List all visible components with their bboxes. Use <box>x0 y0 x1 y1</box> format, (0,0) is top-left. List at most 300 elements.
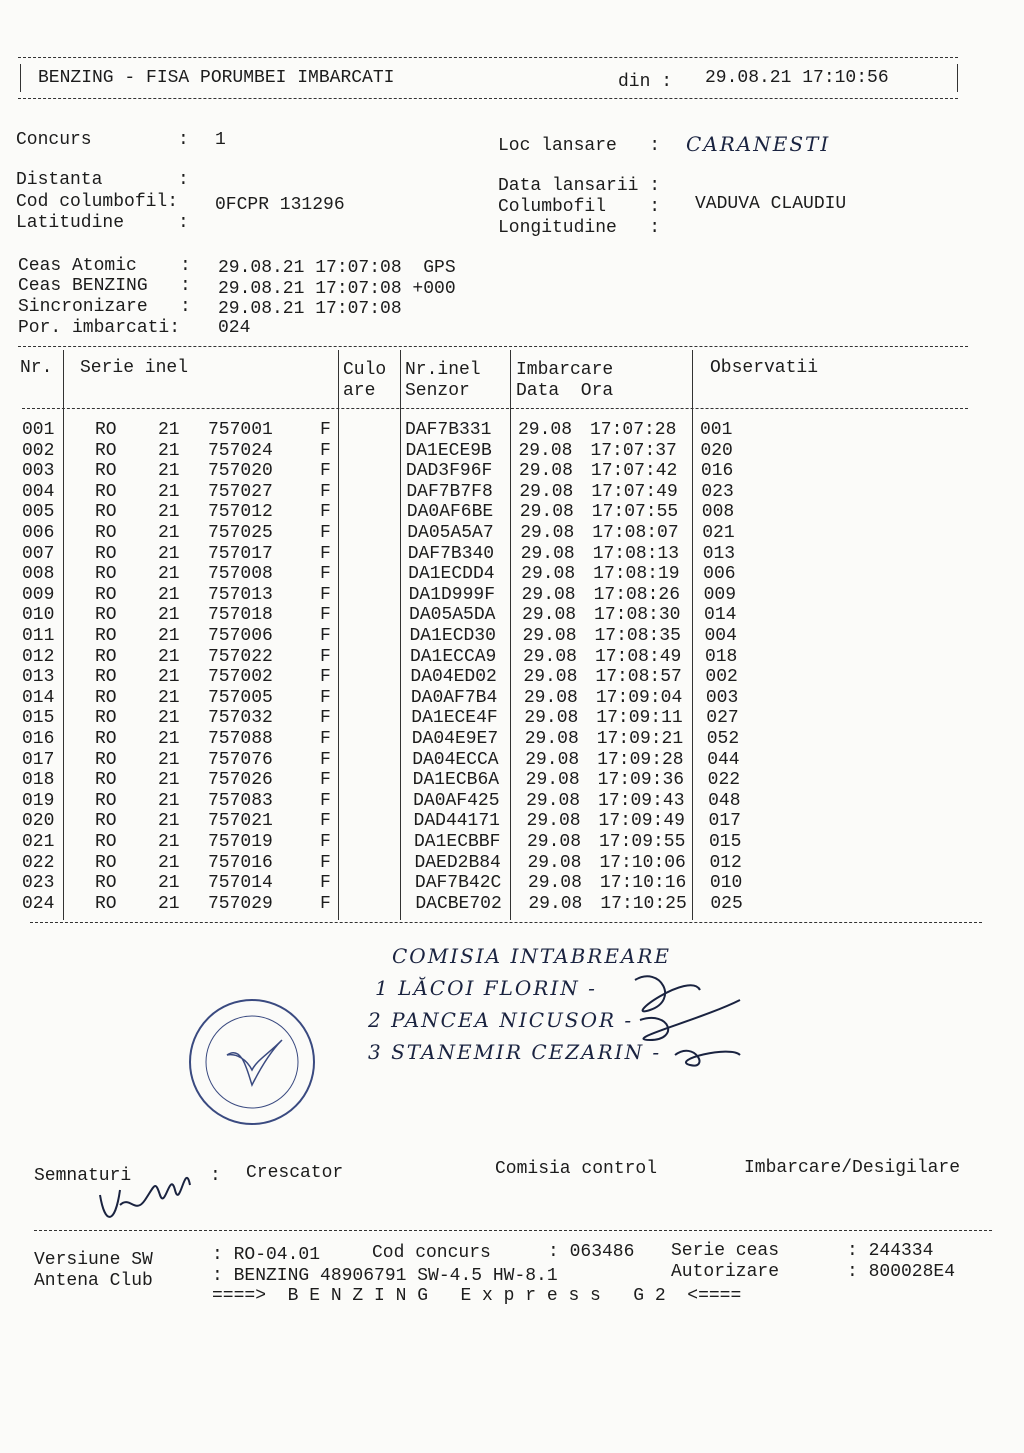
ring-serial: 757032 <box>208 708 273 729</box>
ring-serial: 757020 <box>208 461 273 482</box>
ceas-benzing-value: 29.08.21 17:07:08 +000 <box>218 279 456 299</box>
observation: 012 <box>709 852 742 873</box>
row-nr: 016 <box>22 729 55 749</box>
ring-serial: 757016 <box>208 852 273 873</box>
country: RO <box>95 481 117 502</box>
time: 17:09:55 <box>599 832 686 852</box>
ring-serial: 757022 <box>208 646 273 667</box>
year: 21 <box>158 564 180 585</box>
year: 21 <box>158 811 180 832</box>
table-row <box>0 894 1024 914</box>
date: 29.08 <box>518 461 573 482</box>
loc-value-handwritten: CARANESTI <box>686 132 831 156</box>
ring-serial: 757027 <box>208 481 273 502</box>
sensor-id: DA1ECE4F <box>411 708 498 729</box>
country: RO <box>95 852 117 873</box>
comisia-label: Comisia control <box>495 1159 658 1179</box>
date: 29.08 <box>520 523 575 543</box>
club-stamp <box>182 995 322 1130</box>
serie-ceas-value: : 244334 <box>847 1241 934 1261</box>
country: RO <box>95 461 117 482</box>
sex: F <box>320 852 331 873</box>
date: 29.08 <box>526 790 581 811</box>
country: RO <box>95 502 117 523</box>
row-nr: 022 <box>22 852 55 873</box>
sensor-id: DA05A5DA <box>409 605 496 626</box>
date: 29.08 <box>528 893 583 914</box>
time: 17:07:42 <box>590 461 678 482</box>
date: 29.08 <box>526 811 581 832</box>
row-nr: 021 <box>22 832 55 852</box>
longitudine-label: Longitudine : <box>498 218 661 238</box>
time: 17:08:13 <box>592 543 680 564</box>
country: RO <box>95 832 117 852</box>
sensor-id: DAF7B331 <box>405 420 492 440</box>
table-row <box>0 791 1024 811</box>
row-nr: 006 <box>22 523 55 543</box>
print-datetime: 29.08.21 17:10:56 <box>705 68 889 88</box>
table-row <box>0 564 1024 584</box>
ring-serial: 757012 <box>208 502 273 523</box>
divider <box>20 64 21 92</box>
table-row <box>0 523 1024 543</box>
table-row <box>0 811 1024 831</box>
table-row <box>0 750 1024 770</box>
loc-label: Loc lansare : <box>498 136 661 156</box>
country: RO <box>95 523 117 543</box>
sensor-id: DA1ECDD4 <box>408 564 495 585</box>
country: RO <box>95 687 117 708</box>
sensor-id: DACBE702 <box>415 893 502 914</box>
observation: 003 <box>705 687 739 708</box>
sex: F <box>320 790 331 811</box>
time: 17:09:36 <box>597 770 685 791</box>
col-nrinel: Nr.inel <box>405 360 481 380</box>
sensor-id: DA1D999F <box>408 584 496 605</box>
row-nr: 019 <box>22 790 55 811</box>
antena-label: Antena Club <box>34 1271 153 1291</box>
divider <box>957 64 958 92</box>
sensor-id: DA1ECD30 <box>409 626 496 646</box>
table-row <box>0 585 1024 605</box>
year: 21 <box>158 873 180 894</box>
ceas-atomic-label: Ceas Atomic : <box>18 256 191 276</box>
ring-serial: 757018 <box>208 605 273 626</box>
date: 29.08 <box>524 729 579 749</box>
cod-concurs-label: Cod concurs <box>372 1243 491 1263</box>
sex: F <box>320 564 331 585</box>
country: RO <box>95 811 117 832</box>
sensor-id: DAD44171 <box>413 811 500 832</box>
observation: 017 <box>708 811 741 832</box>
sensor-id: DA1ECB6A <box>412 770 500 791</box>
date: 29.08 <box>518 420 573 440</box>
country: RO <box>95 440 117 461</box>
date: 29.08 <box>527 852 582 873</box>
sex: F <box>320 770 331 791</box>
divider <box>34 1230 992 1231</box>
year: 21 <box>158 893 180 914</box>
sex: F <box>320 708 331 729</box>
date: 29.08 <box>522 626 577 646</box>
time: 17:09:49 <box>598 811 685 832</box>
sincronizare-value: 29.08.21 17:07:08 <box>218 299 402 319</box>
time: 17:08:57 <box>595 667 682 688</box>
sincronizare-label: Sincronizare : <box>18 297 191 317</box>
ring-serial: 757017 <box>208 543 273 564</box>
document-title: BENZING - FISA PORUMBEI IMBARCATI <box>38 68 395 88</box>
divider <box>18 57 958 58</box>
observation: 052 <box>706 729 740 749</box>
time: 17:10:06 <box>599 852 686 873</box>
sex: F <box>320 584 331 605</box>
country: RO <box>95 729 117 749</box>
imbarcare-label: Imbarcare/Desigilare <box>744 1158 961 1178</box>
row-nr: 023 <box>22 873 55 894</box>
semnaturi-label: Semnaturi <box>34 1166 132 1186</box>
date: 29.08 <box>519 481 574 502</box>
row-nr: 007 <box>22 543 55 564</box>
date: 29.08 <box>522 605 577 626</box>
col-observatii: Observatii <box>710 358 819 378</box>
sensor-id: DAF7B7F8 <box>406 481 493 502</box>
year: 21 <box>158 605 180 626</box>
date: 29.08 <box>523 667 578 688</box>
row-nr: 009 <box>22 584 55 605</box>
sex: F <box>320 811 331 832</box>
year: 21 <box>158 523 180 543</box>
observation: 048 <box>708 790 741 811</box>
time: 17:07:37 <box>590 440 677 461</box>
date: 29.08 <box>521 564 576 585</box>
country: RO <box>95 626 117 646</box>
year: 21 <box>158 687 180 708</box>
sex: F <box>320 893 331 914</box>
ring-serial: 757021 <box>208 811 273 832</box>
time: 17:09:21 <box>596 729 684 749</box>
ring-serial: 757083 <box>208 790 273 811</box>
date: 29.08 <box>521 584 576 605</box>
year: 21 <box>158 852 180 873</box>
time: 17:10:16 <box>599 873 687 894</box>
country: RO <box>95 667 117 688</box>
row-nr: 005 <box>22 502 55 523</box>
date: 29.08 <box>522 646 577 667</box>
latitudine-label: Latitudine : <box>16 213 189 233</box>
col-imbarcare: Imbarcare <box>516 360 614 380</box>
observation: 002 <box>705 667 738 688</box>
por-value: 024 <box>218 318 251 338</box>
time: 17:08:19 <box>593 564 680 585</box>
time: 17:10:25 <box>600 893 687 914</box>
ring-serial: 757014 <box>208 873 273 894</box>
row-nr: 010 <box>22 605 55 626</box>
table-row <box>0 688 1024 708</box>
breeder-signature <box>95 1150 205 1230</box>
time: 17:08:26 <box>593 584 681 605</box>
cod-value: 0FCPR 131296 <box>215 195 345 215</box>
ring-serial: 757001 <box>208 420 273 440</box>
row-nr: 014 <box>22 687 55 708</box>
date: 29.08 <box>527 873 582 894</box>
col-data-ora: Data Ora <box>516 381 614 401</box>
observation: 023 <box>701 481 734 502</box>
ring-serial: 757013 <box>208 584 273 605</box>
sex: F <box>320 687 331 708</box>
table-row <box>0 461 1024 481</box>
year: 21 <box>158 626 180 646</box>
autorizare-label: Autorizare <box>671 1262 780 1282</box>
sex: F <box>320 605 331 626</box>
year: 21 <box>158 502 180 523</box>
time: 17:07:49 <box>591 481 678 502</box>
table-row <box>0 420 1024 440</box>
time: 17:08:07 <box>592 523 679 543</box>
sex: F <box>320 626 331 646</box>
por-label: Por. imbarcati: <box>18 318 181 338</box>
sensor-id: DA05A5A7 <box>407 523 494 543</box>
observation: 013 <box>702 543 736 564</box>
time: 17:09:11 <box>596 708 683 729</box>
sex: F <box>320 543 331 564</box>
observation: 006 <box>703 564 736 585</box>
date: 29.08 <box>523 687 578 708</box>
ring-serial: 757005 <box>208 687 273 708</box>
country: RO <box>95 646 117 667</box>
year: 21 <box>158 420 180 440</box>
table-row <box>0 832 1024 852</box>
sex: F <box>320 749 331 770</box>
time: 17:09:43 <box>598 790 685 811</box>
din-label: din : <box>618 72 673 92</box>
crescator-label: Crescator <box>246 1163 344 1183</box>
autorizare-value: : 800028E4 <box>847 1262 956 1282</box>
year: 21 <box>158 584 180 605</box>
ring-serial: 757008 <box>208 564 273 585</box>
observation: 014 <box>704 605 737 626</box>
sex: F <box>320 873 331 894</box>
versiune-label: Versiune SW <box>34 1250 153 1270</box>
sex: F <box>320 646 331 667</box>
year: 21 <box>158 667 180 688</box>
time: 17:09:28 <box>597 749 684 770</box>
observation: 001 <box>700 420 733 440</box>
col-serie: Serie inel <box>80 358 189 378</box>
concurs-value: 1 <box>215 130 226 150</box>
country: RO <box>95 605 117 626</box>
year: 21 <box>158 749 180 770</box>
sex: F <box>320 440 331 461</box>
columbofil-label: Columbofil : <box>498 197 661 217</box>
time: 17:08:35 <box>594 626 681 646</box>
observation: 015 <box>709 832 742 852</box>
ceas-benzing-label: Ceas BENZING : <box>18 276 191 296</box>
ring-serial: 757024 <box>208 440 273 461</box>
commission-member: 3 STANEMIR CEZARIN - <box>368 1040 662 1064</box>
sensor-id: DA04ED02 <box>410 667 497 688</box>
table-row <box>0 853 1024 873</box>
observation: 010 <box>709 873 743 894</box>
date: 29.08 <box>525 749 580 770</box>
year: 21 <box>158 729 180 749</box>
country: RO <box>95 564 117 585</box>
ring-serial: 757025 <box>208 523 273 543</box>
col-senzor: Senzor <box>405 381 470 401</box>
table-row <box>0 708 1024 728</box>
year: 21 <box>158 708 180 729</box>
table-row <box>0 544 1024 564</box>
country: RO <box>95 790 117 811</box>
country: RO <box>95 873 117 894</box>
country: RO <box>95 770 117 791</box>
sensor-id: DA1ECCA9 <box>409 646 497 667</box>
row-nr: 018 <box>22 770 55 791</box>
observation: 020 <box>700 440 733 461</box>
versiune-value: : RO-04.01 <box>212 1245 321 1265</box>
row-nr: 008 <box>22 564 55 585</box>
commission-member: 1 LĂCOI FLORIN - <box>375 976 597 1000</box>
observation: 009 <box>703 584 736 605</box>
table-row <box>0 441 1024 461</box>
observation: 018 <box>704 646 738 667</box>
benzing-banner: ====> B E N Z I N G E x p r e s s G 2 <==== <box>212 1286 742 1306</box>
sensor-id: DA04ECCA <box>412 749 499 770</box>
sex: F <box>320 729 331 749</box>
serie-ceas-label: Serie ceas <box>671 1241 780 1261</box>
observation: 004 <box>704 626 737 646</box>
concurs-label: Concurs : <box>16 130 189 150</box>
observation: 016 <box>700 461 734 482</box>
sensor-id: DAF7B340 <box>407 543 495 564</box>
date: 29.08 <box>527 832 582 852</box>
sensor-id: DA1ECE9B <box>405 440 492 461</box>
sex: F <box>320 667 331 688</box>
observation: 021 <box>702 523 735 543</box>
row-nr: 011 <box>22 626 55 646</box>
country: RO <box>95 749 117 770</box>
ceas-atomic-value: 29.08.21 17:07:08 GPS <box>218 258 456 278</box>
table-row <box>0 482 1024 502</box>
row-nr: 015 <box>22 708 55 729</box>
cod-label: Cod columbofil: <box>16 192 179 212</box>
date: 29.08 <box>520 543 575 564</box>
sex: F <box>320 523 331 543</box>
table-row <box>0 729 1024 749</box>
ring-serial: 757076 <box>208 749 273 770</box>
date: 29.08 <box>524 708 579 729</box>
divider <box>18 98 958 99</box>
country: RO <box>95 543 117 564</box>
sex: F <box>320 832 331 852</box>
cod-concurs-value: : 063486 <box>548 1242 635 1262</box>
year: 21 <box>158 832 180 852</box>
divider <box>22 408 968 409</box>
sensor-id: DA1ECBBF <box>414 832 501 852</box>
observation: 008 <box>701 502 735 523</box>
ring-serial: 757088 <box>208 729 273 749</box>
table-row <box>0 502 1024 522</box>
year: 21 <box>158 481 180 502</box>
divider <box>18 346 968 347</box>
col-nr: Nr. <box>20 358 53 378</box>
ring-serial: 757026 <box>208 770 273 791</box>
date: 29.08 <box>518 440 573 461</box>
observation: 027 <box>706 708 739 729</box>
time: 17:07:55 <box>591 502 679 523</box>
year: 21 <box>158 461 180 482</box>
table-row <box>0 605 1024 625</box>
sensor-id: DAD3F96F <box>405 461 493 482</box>
commission-member: 2 PANCEA NICUSOR - <box>368 1008 634 1032</box>
ring-serial: 757006 <box>208 626 273 646</box>
table-row <box>0 667 1024 687</box>
distanta-label: Distanta : <box>16 170 189 190</box>
year: 21 <box>158 440 180 461</box>
col-culoare: Culo <box>343 360 387 380</box>
ring-serial: 757029 <box>208 893 273 914</box>
row-nr: 024 <box>22 893 55 914</box>
date: 29.08 <box>525 770 580 791</box>
year: 21 <box>158 646 180 667</box>
table-row <box>0 873 1024 893</box>
row-nr: 017 <box>22 749 55 770</box>
country: RO <box>95 420 117 440</box>
sex: F <box>320 461 331 482</box>
col-culoare-2: are <box>343 381 376 401</box>
observation: 022 <box>707 770 741 791</box>
year: 21 <box>158 543 180 564</box>
country: RO <box>95 708 117 729</box>
time: 17:09:04 <box>595 687 683 708</box>
time: 17:08:30 <box>594 605 681 626</box>
sex: F <box>320 420 331 440</box>
divider <box>30 922 982 923</box>
table-row <box>0 647 1024 667</box>
country: RO <box>95 893 117 914</box>
antena-value: : BENZING 48906791 SW-4.5 HW-8.1 <box>212 1266 558 1286</box>
commission-signatures <box>620 960 760 1080</box>
year: 21 <box>158 770 180 791</box>
row-nr: 013 <box>22 667 55 688</box>
sensor-id: DA04E9E7 <box>411 729 499 749</box>
year: 21 <box>158 790 180 811</box>
country: RO <box>95 584 117 605</box>
table-row <box>0 626 1024 646</box>
table-row <box>0 770 1024 790</box>
time: 17:07:28 <box>590 420 677 440</box>
time: 17:08:49 <box>594 646 682 667</box>
data-lansarii-label: Data lansarii : <box>498 176 661 196</box>
sex: F <box>320 502 331 523</box>
observation: 044 <box>707 749 740 770</box>
row-nr: 003 <box>22 461 55 482</box>
row-nr: 020 <box>22 811 55 832</box>
commission-title: COMISIA INTABREARE <box>392 944 672 968</box>
sensor-id: DAF7B42C <box>414 873 502 894</box>
columbofil-value: VADUVA CLAUDIU <box>695 194 847 214</box>
sensor-id: DA0AF425 <box>413 790 500 811</box>
row-nr: 004 <box>22 481 55 502</box>
date: 29.08 <box>519 502 574 523</box>
sex: F <box>320 481 331 502</box>
row-nr: 001 <box>22 420 55 440</box>
row-nr: 002 <box>22 440 55 461</box>
sensor-id: DA0AF7B4 <box>410 687 498 708</box>
row-nr: 012 <box>22 646 55 667</box>
ring-serial: 757019 <box>208 832 273 852</box>
observation: 025 <box>710 893 743 914</box>
sensor-id: DAED2B84 <box>414 852 501 873</box>
